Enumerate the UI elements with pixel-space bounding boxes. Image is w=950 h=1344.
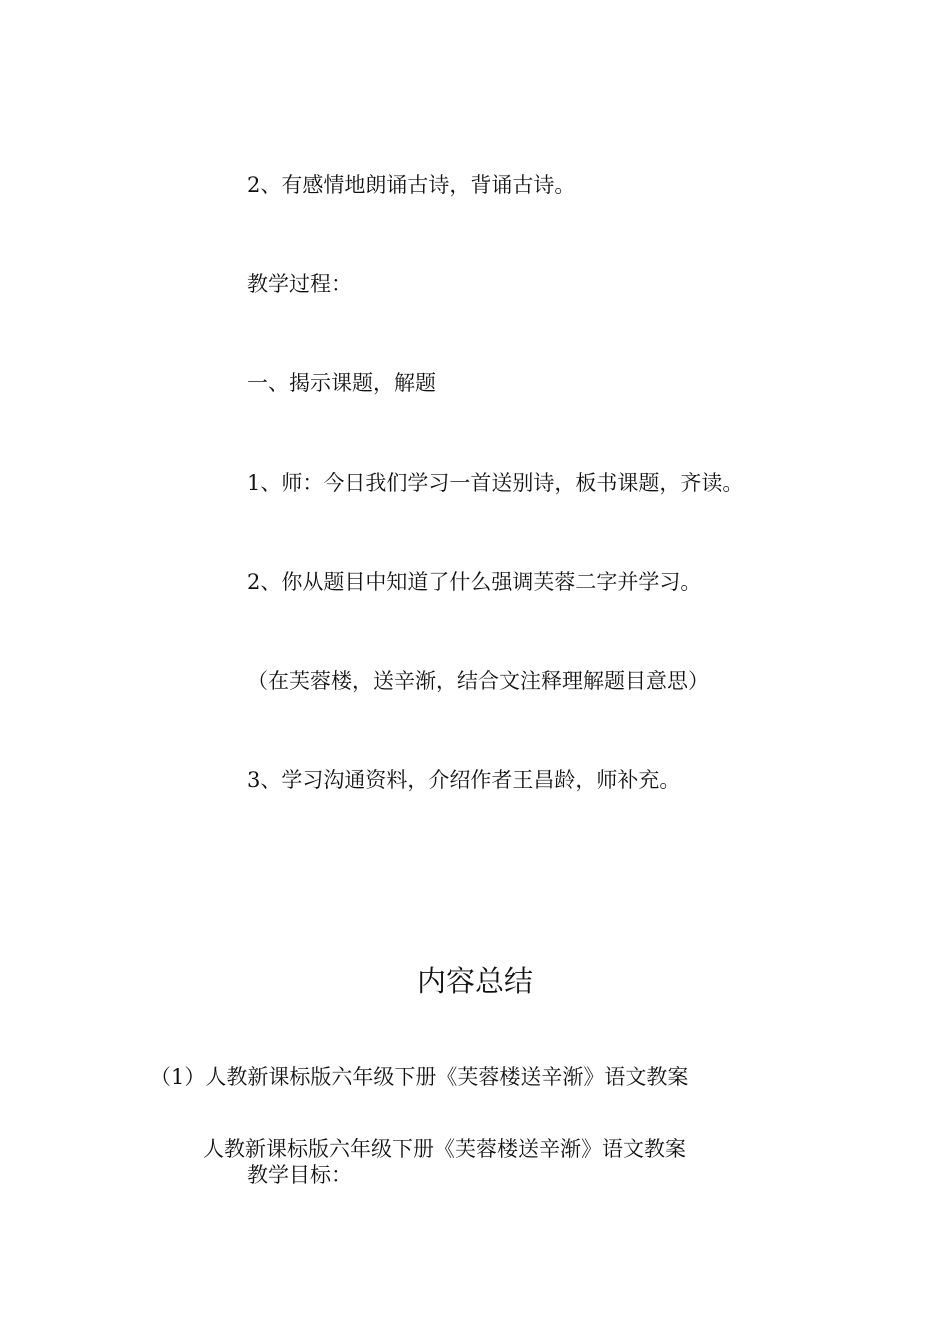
body-line-2: 教学过程：	[247, 272, 352, 296]
body-line-6: （在芙蓉楼，送辛渐，结合文注释理解题目意思）	[247, 669, 709, 693]
body-line-5: 2、你从题目中知道了什么强调芙蓉二字并学习。	[247, 570, 702, 594]
summary-sub-title: 人教新课标版六年级下册《芙蓉楼送辛渐》语文教案	[203, 1137, 686, 1161]
summary-heading: 内容总结	[416, 964, 533, 998]
summary-item-1: （1）人教新课标版六年级下册《芙蓉楼送辛渐》语文教案	[150, 1065, 689, 1089]
body-line-3: 一、揭示课题，解题	[247, 371, 436, 395]
body-line-1: 2、有感情地朗诵古诗，背诵古诗。	[247, 173, 576, 197]
body-line-7: 3、学习沟通资料，介绍作者王昌龄，师补充。	[247, 768, 681, 792]
summary-sub-label: 教学目标：	[247, 1163, 352, 1187]
body-line-4: 1、师：今日我们学习一首送别诗，板书课题，齐读。	[247, 471, 744, 495]
